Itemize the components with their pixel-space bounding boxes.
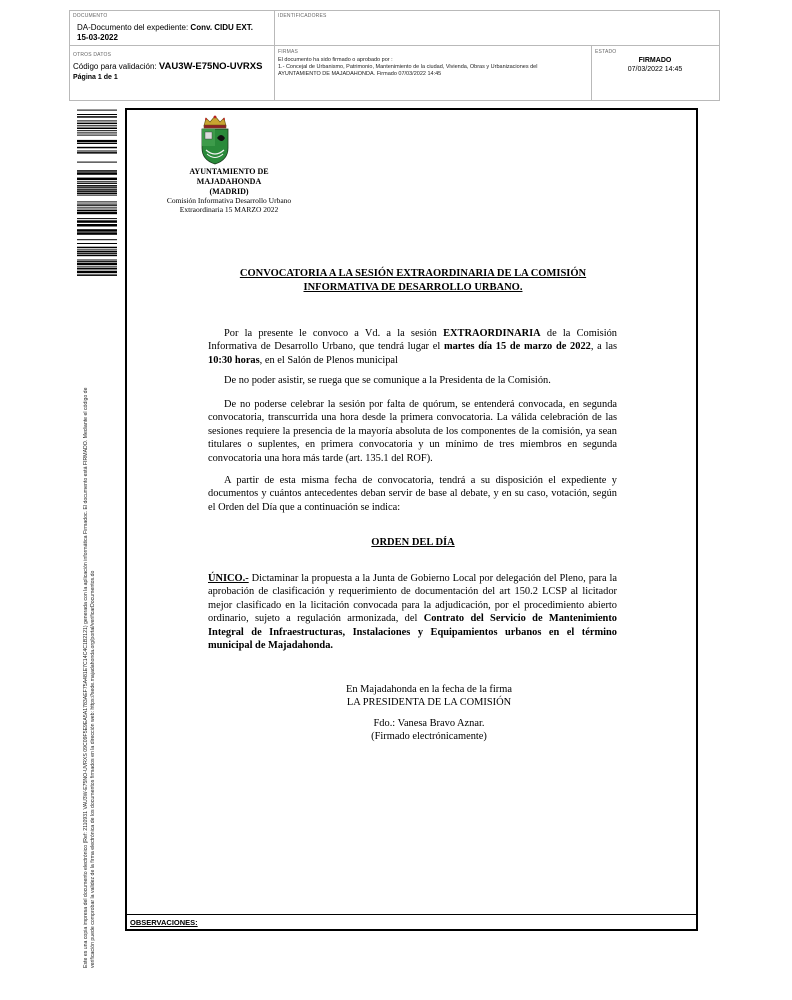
barcode-bar xyxy=(77,190,117,192)
barcode-bar xyxy=(77,224,117,227)
documento-label: DOCUMENTO xyxy=(73,13,108,19)
barcode-bar xyxy=(77,152,117,154)
barcode-bar xyxy=(77,110,117,111)
barcode-bar xyxy=(77,263,117,266)
barcode-bar xyxy=(77,140,117,143)
otros-datos-label: OTROS DATOS xyxy=(73,52,112,58)
firmas-line1: El documento ha sido firmado o aprobado por : xyxy=(278,57,393,63)
signature-note: (Firmado electrónicamente) xyxy=(371,731,487,742)
barcode-bar xyxy=(77,243,117,244)
barcode-bar xyxy=(77,268,117,270)
document-title-line2: INFORMATIVA DE DESARROLLO URBANO. xyxy=(303,282,523,293)
observaciones-label: OBSERVACIONES: xyxy=(130,918,198,927)
validation-text-line2: verificación puede comprobar la validez de la firma electrónica de los documentos firmados en la dirección web: https://sede.majadahonda.org/portal/verificarDocumentos.do xyxy=(90,570,96,968)
letterhead-line1: AYUNTAMIENTO DE xyxy=(189,167,269,176)
barcode-bar xyxy=(77,125,117,126)
validation-text-line1: Este es una copia impresa del documento electrónico (Ref: 2110931 VAU3W-E75NO-UVRXS 09C09F5E9EA5A1783AEF75A481E7C14C4C1B2121) generada con la aplicación informática Firmadoc. El documento está FIRMADO. Mediante el código de xyxy=(83,387,89,968)
firmas-line3: AYUNTAMIENTO DE MAJADAHONDA. Firmado 07/03/2022 14:45 xyxy=(278,71,442,77)
barcode-bar xyxy=(77,274,117,276)
barcode-bar xyxy=(77,116,117,118)
documento-line1 xyxy=(77,23,253,33)
estado-date: 07/03/2022 14:45 xyxy=(627,66,683,73)
p1-session-type: EXTRAORDINARIA xyxy=(443,328,541,339)
barcode-bar xyxy=(77,120,117,121)
document-frame xyxy=(125,108,698,931)
letterhead-line2: MAJADAHONDA xyxy=(196,177,262,186)
paragraph-documents: A partir de esta misma fecha de convocatoria, tendrá a su disposición el expediente y documentos y cuántos antecedentes deban servir de base al debate, y en su caso, votación, según el Orden del Día que a continuación se indica: xyxy=(208,475,617,513)
barcode xyxy=(77,108,117,276)
barcode-bar xyxy=(77,189,117,190)
orden-del-dia-title: ORDEN DEL DÍA xyxy=(371,537,455,548)
paragraph-absence: De no poder asistir, se ruega que se comunique a la Presidenta de la Comisión. xyxy=(224,375,551,386)
signature-role: LA PRESIDENTA DE LA COMISIÓN xyxy=(346,697,512,708)
barcode-bar xyxy=(77,255,117,257)
signature-place-date: En Majadahonda en la fecha de la firma xyxy=(346,684,512,695)
barcode-bar xyxy=(77,251,117,253)
barcode-bar xyxy=(77,143,117,144)
barcode-bar xyxy=(77,193,117,195)
letterhead-line3: (MADRID) xyxy=(209,187,249,196)
agenda-item-label: ÚNICO.- xyxy=(208,573,249,584)
p1-time: 10:30 horas xyxy=(208,354,260,366)
p1-date: martes día 15 de marzo de 2022 xyxy=(443,341,591,353)
barcode-bar xyxy=(77,218,117,219)
pagina-indicator: Página 1 de 1 xyxy=(73,74,118,81)
coat-of-arms-logo xyxy=(198,114,232,166)
barcode-bar xyxy=(77,172,117,175)
barcode-bar xyxy=(77,239,117,240)
codigo-prefix: Código para validación: xyxy=(73,62,157,71)
document-title-line1: CONVOCATORIA A LA SESIÓN EXTRAORDINARIA DE LA COMISIÓN xyxy=(239,268,587,279)
barcode-bar xyxy=(77,183,117,184)
barcode-bar xyxy=(77,123,117,125)
barcode-bar xyxy=(77,271,117,274)
barcode-bar xyxy=(77,135,117,136)
barcode-bar xyxy=(77,249,117,250)
barcode-bar xyxy=(77,212,117,215)
firmas-label: FIRMAS xyxy=(278,49,299,55)
barcode-bar xyxy=(77,247,117,249)
barcode-bar xyxy=(77,253,117,254)
agenda-item-text: Dictaminar la propuesta a la Junta de Gobierno Local por delegación del Pleno, para la aprobación de clasificación y requerimiento de documentación del art 150.2 LCSP al licitador mejor clasificado en la licitación convocada para la adjudicación, por el procedimiento abierto ordinario, sujeto a regulación armonizada, del xyxy=(208,573,617,625)
p1-text-c: de la Comisión Informativa de Desarrollo Urbano, que tendrá lugar el xyxy=(208,328,618,353)
p1-text-a: Por la presente le convoco a Vd. a la sesión xyxy=(224,328,444,339)
barcode-bar xyxy=(77,132,117,133)
signature-name: Fdo.: Vanesa Bravo Aznar. xyxy=(373,718,485,729)
barcode-bar xyxy=(77,187,117,188)
documento-prefix: DA-Documento del expediente: xyxy=(77,23,189,32)
barcode-bar xyxy=(77,162,117,163)
estado-label: ESTADO xyxy=(595,49,617,55)
paragraph-convocation xyxy=(208,327,617,367)
barcode-bar xyxy=(77,232,117,235)
barcode-bar xyxy=(77,207,117,208)
codigo-validacion xyxy=(73,61,262,72)
barcode-bar xyxy=(77,229,117,232)
documento-name: Conv. CIDU EXT. xyxy=(190,23,253,32)
documento-line2: 15-03-2022 xyxy=(77,33,118,42)
paragraph-quorum: De no poderse celebrar la sesión por falta de quórum, se entenderá convocada, en segunda convocatoria, transcurrida una hora desde la primera convocatoria. La válida celebración de las sesiones requiere la presencia de la mayoría absoluta de los componentes de la comisión, ya sean titulares o suplentes, en primera convocatoria y un mínimo de tres miembros en segunda convocatoria una hora más tarde (art. 135.1 del ROF). xyxy=(208,399,617,464)
barcode-bar xyxy=(77,170,117,172)
barcode-bar xyxy=(77,266,117,267)
p1-text-e: , a las xyxy=(590,341,618,353)
barcode-bar xyxy=(77,260,117,261)
firmas-line2: 1.- Concejal de Urbanismo, Patrimonio, Mantenimiento de la ciudad, Vivienda, Obras y Urbanizaciones del xyxy=(278,64,538,70)
barcode-bar xyxy=(77,261,117,262)
agenda-item-unico xyxy=(208,572,617,652)
barcode-bar xyxy=(77,210,117,212)
barcode-bar xyxy=(77,130,117,131)
barcode-bar xyxy=(77,178,117,181)
barcode-bar xyxy=(77,204,117,205)
barcode-bar xyxy=(77,128,117,130)
barcode-bar xyxy=(77,114,117,115)
letterhead-line5: Extraordinaria 15 MARZO 2022 xyxy=(179,205,279,214)
barcode-bar xyxy=(77,151,117,152)
barcode-bar xyxy=(77,195,117,196)
codigo-value: VAU3W-E75NO-UVRXS xyxy=(158,61,263,72)
identificadores-label: IDENTIFICADORES xyxy=(278,13,327,19)
barcode-bar xyxy=(77,185,117,187)
letterhead-line4: Comisión Informativa Desarrollo Urbano xyxy=(166,196,292,205)
barcode-bar xyxy=(77,205,117,206)
observaciones-divider xyxy=(127,914,696,915)
estado-value: FIRMADO xyxy=(638,57,672,64)
agenda-item-contract: Contrato del Servicio de Mantenimiento Integral de Infraestructuras, Instalaciones y Equipamientos urbanos en el término municipal de Majadahonda. xyxy=(208,613,617,652)
header-box-identificadores xyxy=(274,10,720,46)
barcode-bar xyxy=(77,201,117,202)
barcode-bar xyxy=(77,181,117,182)
p1-text-g: , en el Salón de Plenos municipal xyxy=(259,354,398,366)
barcode-bar xyxy=(77,220,117,223)
barcode-bar xyxy=(77,147,117,149)
